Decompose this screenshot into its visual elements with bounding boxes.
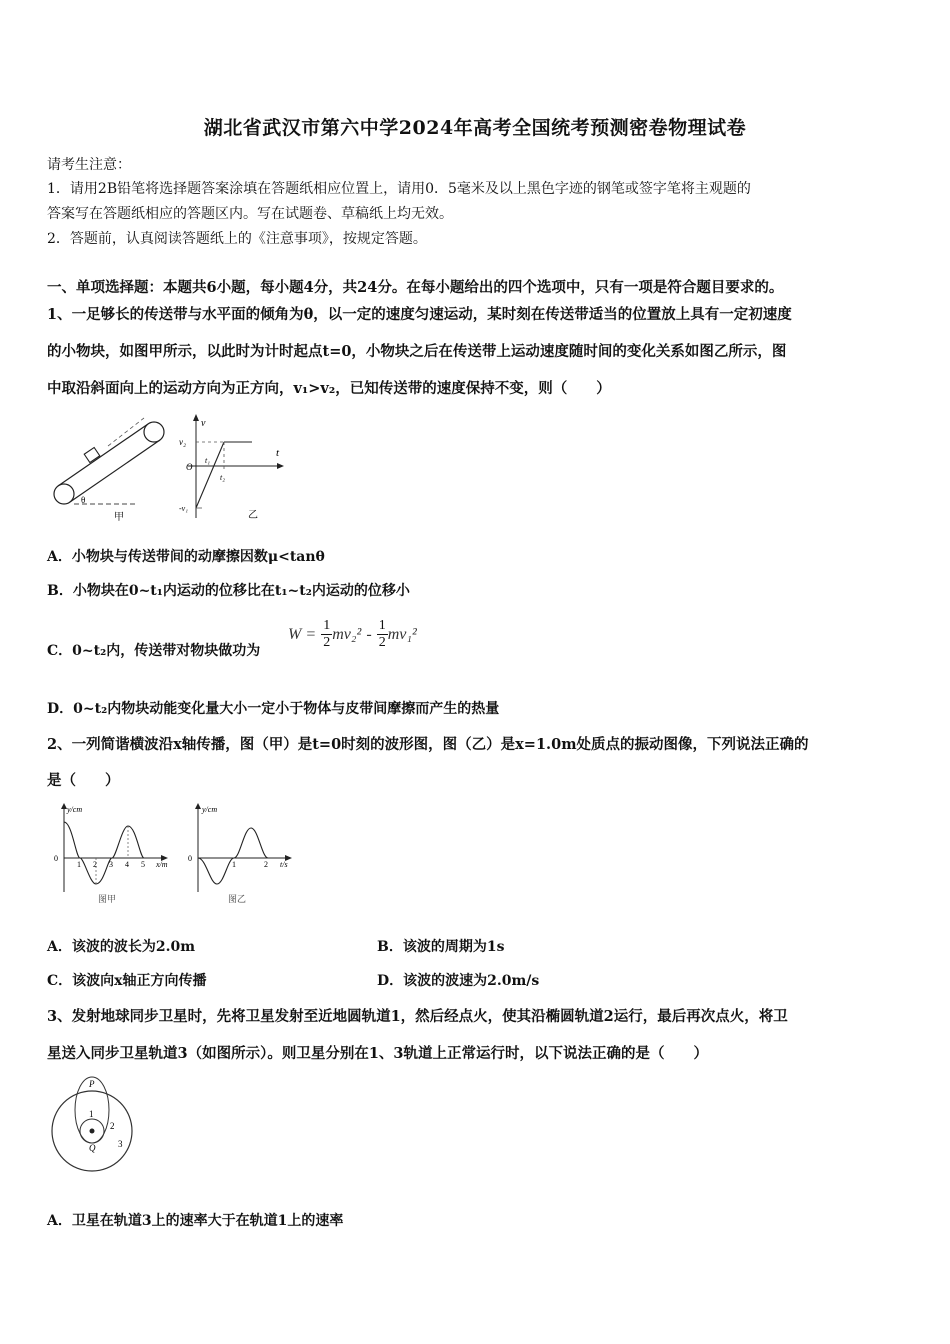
wave-graph — [54, 803, 168, 904]
q1-option-c: C．0~t₂内，传送带对物块做功为 — [47, 643, 261, 659]
q2-line-2: 是（ ） — [47, 772, 120, 789]
q2-option-c: C．该波向x轴正方向传播 — [47, 973, 207, 989]
caption-jia: 甲 — [114, 512, 124, 523]
q3-option-a: A．卫星在轨道3上的速率大于在轨道1上的速率 — [47, 1213, 344, 1229]
vib-zero: 0 — [188, 854, 192, 863]
wave-xlabel: x/m — [156, 860, 168, 869]
vt-graph — [179, 414, 284, 521]
wave-tick-1: 1 — [77, 860, 81, 869]
v-axis-label: v — [201, 418, 206, 429]
q1-line-3: 中取沿斜面向上的运动方向为正方向，v₁>v₂，已知传送带的速度保持不变，则（ ） — [47, 380, 611, 397]
q2-line-1: 2、一列简谐横波沿x轴传播，图（甲）是t=0时刻的波形图，图（乙）是x=1.0m处质点的振动图像，下列说法正确的 — [47, 736, 809, 753]
wave-caption: 图甲 — [98, 894, 117, 904]
wave-zero: 0 — [54, 854, 58, 863]
vibration-graph — [188, 803, 292, 904]
formula-term-1: mv₂² — [332, 626, 362, 643]
wave-ylabel: y/cm — [67, 805, 83, 814]
earth-dot — [90, 1129, 95, 1134]
notice-line-1: 1．请用2B铅笔将选择题答案涂填在答题纸相应位置上，请用0．5毫米及以上黑色字迹的钢笔或签字笔将主观题的 — [47, 181, 751, 197]
q1-option-a: A．小物块与传送带间的动摩擦因数μ<tanθ — [47, 549, 325, 565]
q1-option-b: B．小物块在0~t₁内运动的位移比在t₁~t₂内运动的位移小 — [47, 583, 410, 599]
vib-ylabel: y/cm — [202, 805, 218, 814]
notice-line-3: 2．答题前，认真阅读答题纸上的《注意事项》，按规定答题。 — [47, 231, 427, 247]
q2-option-d: D．该波的波速为2.0m/s — [377, 973, 540, 989]
minus-v1-label: -v₁ — [179, 504, 188, 513]
orbit-3-label: 3 — [118, 1139, 123, 1149]
point-q-label: Q — [89, 1143, 96, 1153]
wave-tick-3: 3 — [109, 860, 113, 869]
fraction-half-2: $\frac{1}{2}$ — [378, 618, 386, 650]
orbit-1-label: 1 — [89, 1109, 94, 1119]
block-shape — [84, 447, 100, 462]
formula-term-2: mv₁² — [387, 626, 417, 643]
formula-minus: - — [366, 626, 372, 643]
q1-option-d: D．0~t₂内物块动能变化量大小一定小于物体与皮带间摩擦而产生的热量 — [47, 701, 500, 717]
orbit-2-label: 2 — [110, 1121, 115, 1131]
t1-label: t₁ — [205, 456, 211, 465]
notice-heading: 请考生注意： — [47, 157, 131, 173]
q1-option-c-formula — [288, 618, 417, 651]
q1-figure — [48, 410, 298, 525]
vib-tick-2: 2 — [264, 860, 268, 869]
vib-caption: 图乙 — [228, 894, 247, 904]
q3-line-1: 3、发射地球同步卫星时，先将卫星发射至近地圆轨道1，然后经点火，使其沿椭圆轨道2运行，最后再次点火，将卫 — [47, 1008, 788, 1025]
fraction-half: $\frac{1}{2}$ — [323, 618, 331, 650]
section-heading: 一、单项选择题：本题共6小题，每小题4分，共24分。在每小题给出的四个选项中，只有一项是符合题目要求的。 — [47, 279, 784, 296]
formula-lhs: W = — [288, 626, 317, 643]
vib-xlabel: t/s — [280, 860, 288, 869]
wave-tick-2: 2 — [93, 860, 97, 869]
caption-yi: 乙 — [248, 510, 258, 521]
q1-line-2: 的小物块，如图甲所示，以此时为计时起点t=0，小物块之后在传送带上运动速度随时间的变化关系如图乙所示，图 — [47, 343, 787, 360]
v2-label: v₂ — [179, 437, 187, 447]
t2-label: t₂ — [220, 473, 226, 482]
origin-label: O — [186, 462, 193, 472]
q2-figure — [48, 800, 298, 910]
wave-tick-4: 4 — [125, 860, 129, 869]
q2-option-b: B．该波的周期为1s — [377, 939, 505, 955]
notice-line-2: 答案写在答题纸相应的答题区内。写在试题卷、草稿纸上均无效。 — [47, 206, 453, 222]
conveyor-diagram — [54, 418, 164, 523]
t-axis-label: t — [276, 447, 280, 459]
q3-orbit-figure — [48, 1073, 148, 1178]
q3-line-2: 星送入同步卫星轨道3（如图所示）。则卫星分别在1、3轨道上正常运行时，以下说法正确的是（ ） — [47, 1045, 709, 1062]
q1-line-1: 1、一足够长的传送带与水平面的倾角为θ，以一定的速度匀速运动，某时刻在传送带适当的位置放上具有一定初速度 — [47, 306, 792, 323]
q2-option-a: A．该波的波长为2.0m — [47, 939, 196, 955]
vib-tick-1: 1 — [232, 860, 236, 869]
point-p-label: P — [89, 1079, 95, 1089]
theta-label: θ — [81, 495, 86, 505]
page-title: 湖北省武汉市第六中学2024年高考全国统考预测密卷物理试卷 — [203, 117, 747, 139]
wave-tick-5: 5 — [141, 860, 145, 869]
